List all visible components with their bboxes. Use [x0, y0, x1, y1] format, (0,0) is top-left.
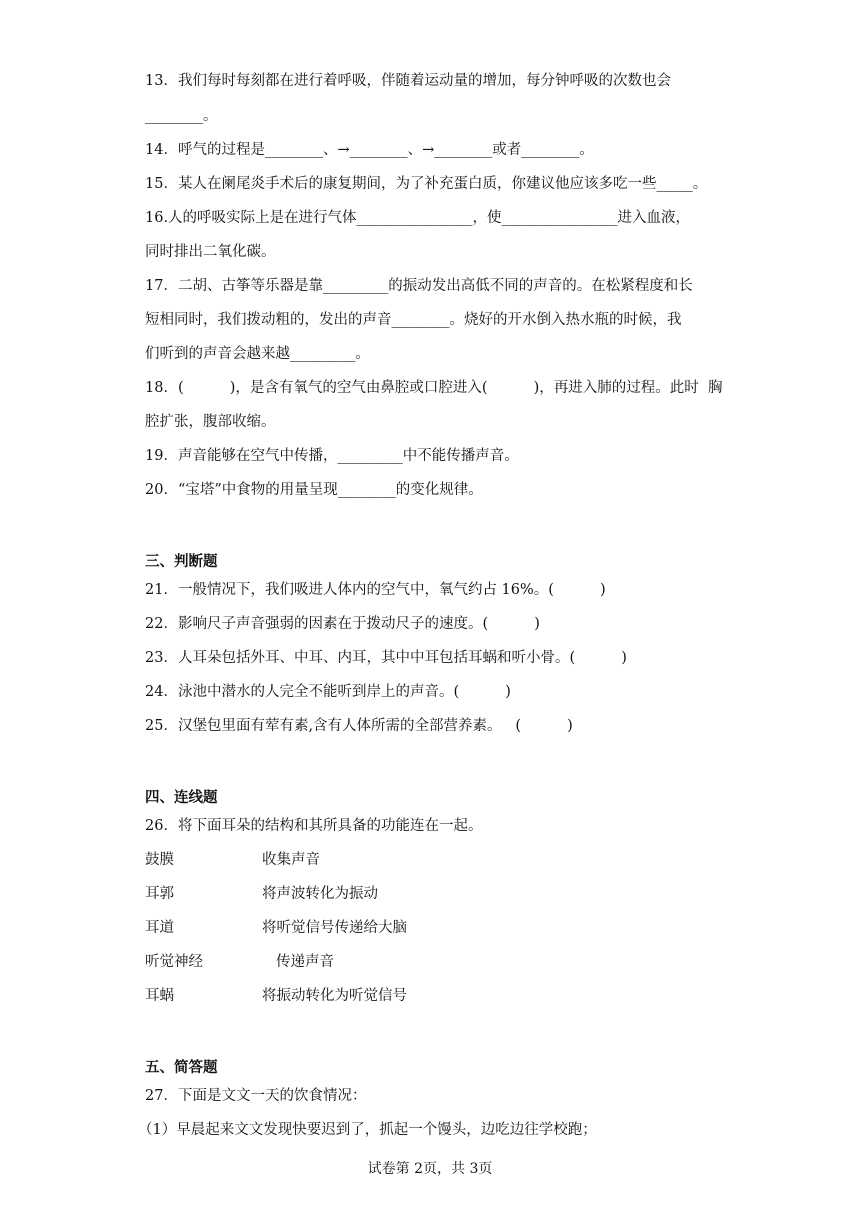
question-18-line-1: 18．( )，是含有氧气的空气由鼻腔或口腔进入( )，再进入肺的过程。此时 胸 — [145, 380, 723, 396]
section-heading-judge: 三、判断题 — [145, 554, 218, 570]
question-14: 14．呼气的过程是________、→________、→________或者________。 — [145, 142, 594, 158]
ear-structure: 耳郭 — [145, 886, 174, 902]
ear-structure: 耳蜗 — [145, 988, 174, 1004]
question-18-line-2: 腔扩张，腹部收缩。 — [145, 414, 276, 430]
ear-function: 收集声音 — [262, 852, 320, 868]
ear-structure: 耳道 — [145, 920, 174, 936]
question-27: 27．下面是文文一天的饮食情况： — [145, 1088, 367, 1104]
section-heading-match: 四、连线题 — [145, 790, 218, 806]
page-footer: 试卷第 2页，共 3页 — [367, 1161, 493, 1177]
ear-function: 将听觉信号传递给大脑 — [262, 920, 407, 936]
question-15: 15．某人在阑尾炎手术后的康复期间，为了补充蛋白质，你建议他应该多吃一些_____。 — [145, 176, 708, 192]
question-17-line-2: 短相同时，我们拨动粗的，发出的声音________。烧好的开水倒入热水瓶的时候，我 — [145, 312, 682, 328]
question-22: 22．影响尺子声音强弱的因素在于拨动尺子的速度。( ) — [145, 616, 540, 632]
ear-function: 将声波转化为振动 — [262, 886, 378, 902]
question-13-line-1: 13．我们每时每刻都在进行着呼吸，伴随着运动量的增加，每分钟呼吸的次数也会 — [145, 73, 671, 89]
ear-structure: 听觉神经 — [145, 954, 203, 970]
ear-function: 传递声音 — [276, 954, 334, 970]
question-16-line-2: 同时排出二氧化碳。 — [145, 244, 276, 260]
question-26: 26．将下面耳朵的结构和其所具备的功能连在一起。 — [145, 818, 483, 834]
question-25: 25．汉堡包里面有荤有素,含有人体所需的全部营养素。 ( ) — [145, 718, 573, 734]
ear-structure: 鼓膜 — [145, 852, 174, 868]
question-24: 24．泳池中潜水的人完全不能听到岸上的声音。( ) — [145, 684, 511, 700]
question-17-line-3: 们听到的声音会越来越_________。 — [145, 346, 370, 362]
question-21: 21．一般情况下，我们吸进人体内的空气中，氧气约占 16%。( ) — [145, 582, 606, 598]
question-17-line-1: 17．二胡、古筝等乐器是靠_________的振动发出高低不同的声音的。在松紧程度和长 — [145, 278, 693, 294]
question-19: 19．声音能够在空气中传播，_________中不能传播声音。 — [145, 448, 519, 464]
question-27-part-1: （1）早晨起来文文发现快要迟到了，抓起一个馒头，边吃边往学校跑； — [138, 1122, 597, 1138]
question-13-line-2: ________。 — [145, 108, 218, 124]
question-23: 23．人耳朵包括外耳、中耳、内耳，其中中耳包括耳蜗和听小骨。( ) — [145, 650, 627, 666]
ear-function: 将振动转化为听觉信号 — [262, 988, 407, 1004]
section-heading-short-answer: 五、简答题 — [145, 1060, 218, 1076]
question-20: 20．“宝塔”中食物的用量呈现________的变化规律。 — [145, 482, 483, 498]
question-16-line-1: 16.人的呼吸实际上是在进行气体________________，使________________进入血液， — [145, 210, 691, 226]
